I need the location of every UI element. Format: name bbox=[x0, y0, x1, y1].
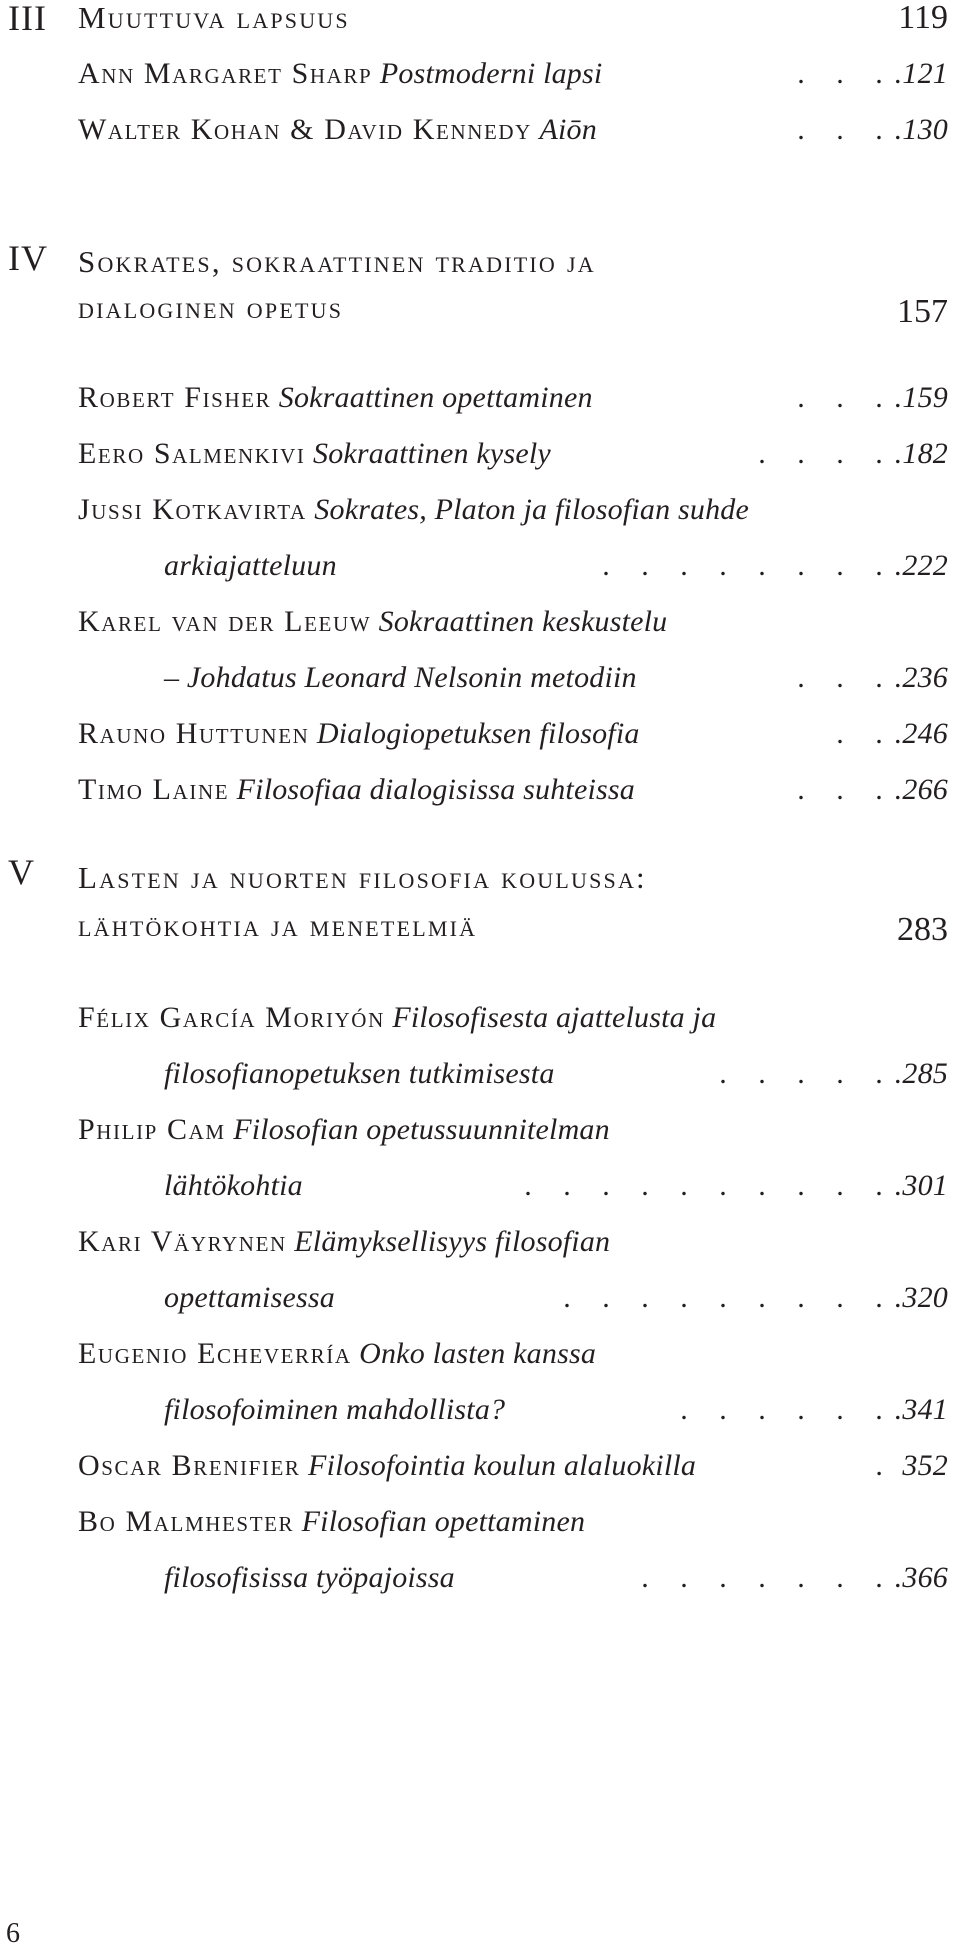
entry-title: Filosofian opetussuunnitelman bbox=[233, 1113, 610, 1146]
toc-entry[interactable] bbox=[78, 1438, 948, 1494]
section-number: V bbox=[8, 852, 35, 892]
entry-line-continued bbox=[78, 538, 948, 594]
entry-page-number: .285 bbox=[894, 1057, 948, 1090]
entry-line bbox=[78, 102, 948, 158]
section-number: III bbox=[8, 0, 47, 38]
entry-title: Filosofisesta ajattelusta ja bbox=[392, 1001, 717, 1034]
dot-leader: . . . . bbox=[758, 437, 895, 470]
toc-entry[interactable] bbox=[78, 1326, 948, 1438]
dot-leader: . . . . . . bbox=[680, 1393, 895, 1426]
dot-leader: . . . . . . . . . . bbox=[524, 1169, 895, 1202]
entry-page-number: .341 bbox=[894, 1393, 948, 1426]
entry-title-continued: filosofianopetuksen tutkimisesta bbox=[164, 1057, 555, 1090]
entry-line-continued bbox=[78, 1382, 948, 1438]
entry-title: Elämyksellisyys filosofian bbox=[294, 1225, 611, 1258]
toc-entry[interactable] bbox=[78, 370, 948, 426]
entry-line-continued bbox=[78, 1550, 948, 1606]
entry-line bbox=[78, 706, 948, 762]
entry-line bbox=[78, 46, 948, 102]
section-title: Sokrates, sokraattinen traditio ja bbox=[78, 244, 596, 279]
entry-page-ref bbox=[641, 1550, 948, 1606]
entry-title: Dialogiopetuksen filosofia bbox=[316, 717, 640, 750]
section-page-number: 283 bbox=[897, 911, 948, 948]
entry-title: Sokraattinen keskustelu bbox=[378, 605, 668, 638]
entry-page-ref bbox=[758, 426, 948, 482]
toc-entry[interactable] bbox=[78, 1494, 948, 1606]
entry-title-continued: filosofoiminen mahdollista? bbox=[164, 1393, 506, 1426]
entry-page-ref bbox=[875, 1438, 948, 1494]
toc-entry[interactable] bbox=[78, 762, 948, 818]
entry-page-number: .222 bbox=[894, 549, 948, 582]
dot-leader: . . . bbox=[797, 381, 895, 414]
entry-title: Filosofiaa dialogisissa suhteissa bbox=[236, 773, 635, 806]
entry-author: Karel van der Leeuw bbox=[78, 605, 372, 638]
dot-leader: . . bbox=[836, 717, 895, 750]
entry-line bbox=[78, 1494, 948, 1550]
dot-leader: . . . bbox=[797, 661, 895, 694]
toc-entry[interactable] bbox=[78, 706, 948, 762]
toc-entry[interactable] bbox=[78, 1102, 948, 1214]
entry-title: Sokraattinen kysely bbox=[313, 437, 551, 470]
entry-author: Philip Cam bbox=[78, 1113, 226, 1146]
dot-leader: . . . . . bbox=[719, 1057, 895, 1090]
entry-line bbox=[78, 990, 948, 1046]
entry-page-ref bbox=[602, 538, 948, 594]
dot-leader: . bbox=[875, 1449, 895, 1482]
entry-author: Ann Margaret Sharp bbox=[78, 57, 373, 90]
entry-line bbox=[78, 594, 948, 650]
entry-page-ref bbox=[797, 650, 948, 706]
entry-page-ref bbox=[797, 762, 948, 818]
entry-page-number: .130 bbox=[894, 113, 948, 146]
entry-page-number: .182 bbox=[894, 437, 948, 470]
entry-author: Félix García Moriyón bbox=[78, 1001, 385, 1034]
entry-line bbox=[78, 1214, 948, 1270]
entry-line bbox=[78, 1326, 948, 1382]
entry-title: Sokrates, Platon ja filosofian suhde bbox=[314, 493, 749, 526]
dot-leader: . . . bbox=[797, 57, 895, 90]
entry-author: Eugenio Echeverría bbox=[78, 1337, 352, 1370]
page-number: 6 bbox=[6, 1918, 20, 1949]
dot-leader: . . . bbox=[797, 773, 895, 806]
entry-author: Jussi Kotkavirta bbox=[78, 493, 307, 526]
entry-line-continued bbox=[78, 1158, 948, 1214]
toc-entry[interactable] bbox=[78, 482, 948, 594]
entry-title-continued: lähtökohtia bbox=[164, 1169, 303, 1202]
entry-line-continued bbox=[78, 650, 948, 706]
entry-author: Kari Väyrynen bbox=[78, 1225, 287, 1258]
entry-title: Sokraattinen opettaminen bbox=[278, 381, 593, 414]
entry-author: Oscar Brenifier bbox=[78, 1449, 301, 1482]
entry-page-ref bbox=[563, 1270, 948, 1326]
entry-page-number: .301 bbox=[894, 1169, 948, 1202]
toc-entry[interactable] bbox=[78, 426, 948, 482]
entry-title: Filosofian opettaminen bbox=[301, 1505, 586, 1538]
entry-author: Rauno Huttunen bbox=[78, 717, 310, 750]
entry-author: Walter Kohan & David Kennedy bbox=[78, 113, 532, 146]
entry-page-number: .266 bbox=[894, 773, 948, 806]
entry-page-ref bbox=[797, 102, 948, 158]
entry-line bbox=[78, 1438, 948, 1494]
entry-page-ref bbox=[797, 46, 948, 102]
section-title-line-2: dialoginen opetus bbox=[78, 290, 344, 325]
section-title-line-2: lähtökohtia ja menetelmiä bbox=[78, 908, 478, 943]
entry-page-number: .366 bbox=[894, 1561, 948, 1594]
entry-title: Aiōn bbox=[539, 113, 597, 146]
toc-entry[interactable] bbox=[78, 102, 948, 158]
entry-title-continued: opettamisessa bbox=[164, 1281, 335, 1314]
entry-title-continued: – Johdatus Leonard Nelsonin metodiin bbox=[164, 661, 637, 694]
toc-entry[interactable] bbox=[78, 46, 948, 102]
dot-leader: . . . . . . . . bbox=[602, 549, 895, 582]
entry-page-number: .121 bbox=[894, 57, 948, 90]
entry-line-continued bbox=[78, 1270, 948, 1326]
entry-author: Robert Fisher bbox=[78, 381, 272, 414]
entry-page-ref bbox=[719, 1046, 948, 1102]
entry-page-ref bbox=[797, 370, 948, 426]
entry-line bbox=[78, 1102, 948, 1158]
toc-entry[interactable] bbox=[78, 594, 948, 706]
entry-title: Filosofointia koulun alaluokilla bbox=[308, 1449, 697, 1482]
entry-page-number: .246 bbox=[894, 717, 948, 750]
entry-page-ref bbox=[836, 706, 948, 762]
entry-author: Timo Laine bbox=[78, 773, 230, 806]
entry-page-ref bbox=[524, 1158, 948, 1214]
section-title: Muuttuva lapsuus bbox=[78, 0, 350, 35]
entry-title-continued: filosofisissa työpajoissa bbox=[164, 1561, 455, 1594]
section-title: Lasten ja nuorten filosofia koulussa: bbox=[78, 860, 647, 895]
entry-page-number: .320 bbox=[894, 1281, 948, 1314]
entry-line bbox=[78, 370, 948, 426]
entry-line bbox=[78, 482, 948, 538]
dot-leader: . . . . . . . . . bbox=[563, 1281, 895, 1314]
dot-leader: . . . bbox=[797, 113, 895, 146]
toc-entry[interactable] bbox=[78, 990, 948, 1102]
entry-title: Onko lasten kanssa bbox=[359, 1337, 597, 1370]
entry-line-continued bbox=[78, 1046, 948, 1102]
entry-page-ref bbox=[680, 1382, 948, 1438]
entry-author: Eero Salmenkivi bbox=[78, 437, 306, 470]
entry-page-number: .236 bbox=[894, 661, 948, 694]
section-page-number: 119 bbox=[898, 0, 948, 36]
entry-line bbox=[78, 762, 948, 818]
entry-line bbox=[78, 426, 948, 482]
toc-entry[interactable] bbox=[78, 1214, 948, 1326]
dot-leader: . . . . . . . bbox=[641, 1561, 895, 1594]
entry-page-number: 352 bbox=[902, 1449, 948, 1482]
entry-author: Bo Malmhester bbox=[78, 1505, 295, 1538]
section-page-number: 157 bbox=[897, 293, 948, 330]
section-number: IV bbox=[8, 238, 48, 278]
entry-title-continued: arkiajatteluun bbox=[164, 549, 337, 582]
entry-title: Postmoderni lapsi bbox=[379, 57, 603, 90]
entry-page-number: .159 bbox=[894, 381, 948, 414]
